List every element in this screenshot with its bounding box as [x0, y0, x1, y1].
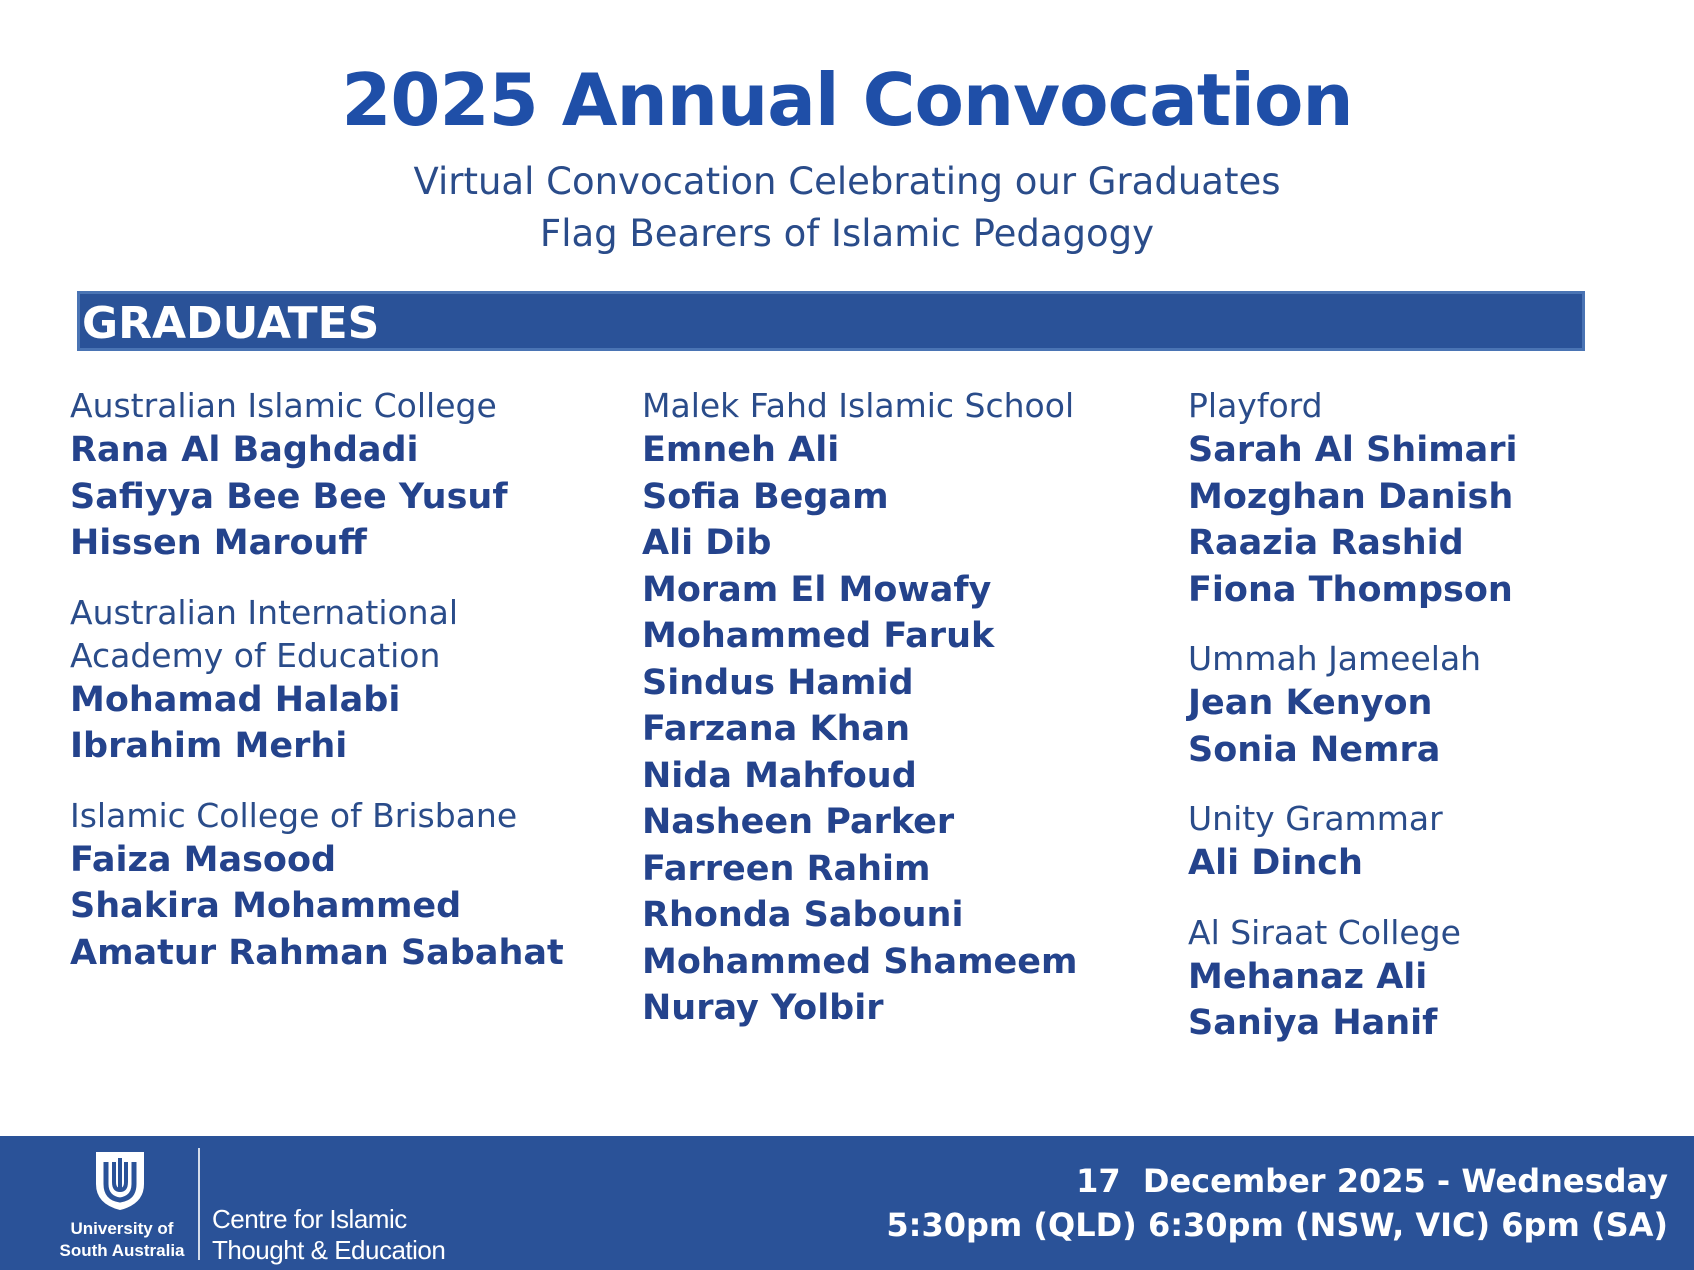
graduate-name: Sindus Hamid	[642, 662, 914, 703]
graduate-name: Sofia Begam	[642, 476, 889, 517]
school-name: Academy of Education	[70, 635, 441, 675]
university-name-line-1: University of	[70, 1219, 174, 1238]
graduate-name: Amatur Rahman Sabahat	[70, 932, 564, 973]
graduate-name: Shakira Mohammed	[70, 886, 462, 926]
university-name	[42, 1218, 202, 1262]
graduate-name: Mohammed Faruk	[642, 616, 995, 656]
graduate-name: Raazia Rashid	[1188, 523, 1464, 563]
graduate-name: Ali Dib	[642, 523, 772, 563]
school-name: Playford	[1188, 386, 1323, 425]
school-group	[1188, 384, 1658, 613]
event-date: 17 December 2025 - Wednesday	[1076, 1162, 1668, 1200]
graduate-name: Farzana Khan	[642, 709, 911, 749]
university-shield-logo-icon	[92, 1148, 148, 1212]
graduate-name: Emneh Ali	[642, 430, 840, 470]
graduate-name: Safiyya Bee Bee Yusuf	[70, 476, 508, 517]
footer-bar	[0, 1136, 1694, 1270]
centre-name-line-2: Thought & Education	[212, 1235, 446, 1265]
school-name: Al Siraat College	[1188, 912, 1461, 952]
section-heading: GRADUATES	[82, 298, 380, 349]
graduate-name: Mozghan Danish	[1188, 476, 1514, 517]
school-group	[1188, 797, 1658, 887]
university-name-line-2: South Australia	[59, 1241, 185, 1260]
school-group	[70, 591, 630, 770]
graduate-name: Ali Dinch	[1188, 843, 1363, 883]
graduate-name: Ibrahim Merhi	[70, 726, 348, 766]
graduate-name: Fiona Thompson	[1188, 569, 1513, 610]
logo-divider	[198, 1148, 200, 1260]
school-group	[1188, 911, 1658, 1047]
event-times: 5:30pm (QLD) 6:30pm (NSW, VIC) 6pm (SA)	[886, 1206, 1668, 1244]
school-name: Australian International	[70, 592, 458, 632]
graduate-name: Sonia Nemra	[1188, 729, 1441, 770]
graduate-name: Faiza Masood	[70, 839, 337, 880]
graduate-name: Rana Al Baghdadi	[70, 430, 419, 470]
centre-name	[212, 1204, 445, 1266]
graduate-name: Nasheen Parker	[642, 802, 955, 842]
graduate-name: Mehanaz Ali	[1188, 956, 1428, 997]
school-name: Unity Grammar	[1188, 799, 1443, 838]
graduate-name: Jean Kenyon	[1188, 683, 1433, 723]
graduate-name: Nuray Yolbir	[642, 988, 884, 1028]
graduate-name: Sarah Al Shimari	[1188, 430, 1518, 470]
school-name: Islamic College of Brisbane	[70, 795, 518, 835]
school-group	[1188, 637, 1658, 773]
school-name: Ummah Jameelah	[1188, 639, 1482, 678]
graduate-name: Nida Mahfoud	[642, 755, 917, 796]
school-name: Australian Islamic College	[70, 386, 497, 425]
graduates-column-1	[70, 384, 630, 1000]
centre-name-line-1: Centre for Islamic	[212, 1204, 407, 1234]
graduate-name: Mohammed Shameem	[642, 941, 1078, 982]
page-title: 2025 Annual Convocation	[341, 58, 1353, 142]
graduate-name: Rhonda Sabouni	[642, 895, 964, 935]
graduate-name: Moram El Mowafy	[642, 569, 992, 610]
graduate-name: Hissen Marouff	[70, 523, 367, 563]
school-group	[70, 794, 630, 977]
school-group	[70, 384, 630, 567]
subtitle-line-2: Flag Bearers of Islamic Pedagogy	[539, 212, 1155, 255]
subtitle-line-1: Virtual Convocation Celebrating our Graduates	[413, 160, 1281, 203]
graduates-column-3	[1188, 384, 1658, 1071]
graduates-section-bar	[77, 291, 1585, 351]
graduate-name: Mohamad Halabi	[70, 679, 401, 720]
school-name: Malek Fahd Islamic School	[642, 386, 1075, 425]
graduates-column-2	[642, 384, 1162, 1056]
graduate-name: Farreen Rahim	[642, 848, 931, 889]
school-group	[642, 384, 1162, 1032]
graduate-name: Saniya Hanif	[1188, 1003, 1438, 1043]
